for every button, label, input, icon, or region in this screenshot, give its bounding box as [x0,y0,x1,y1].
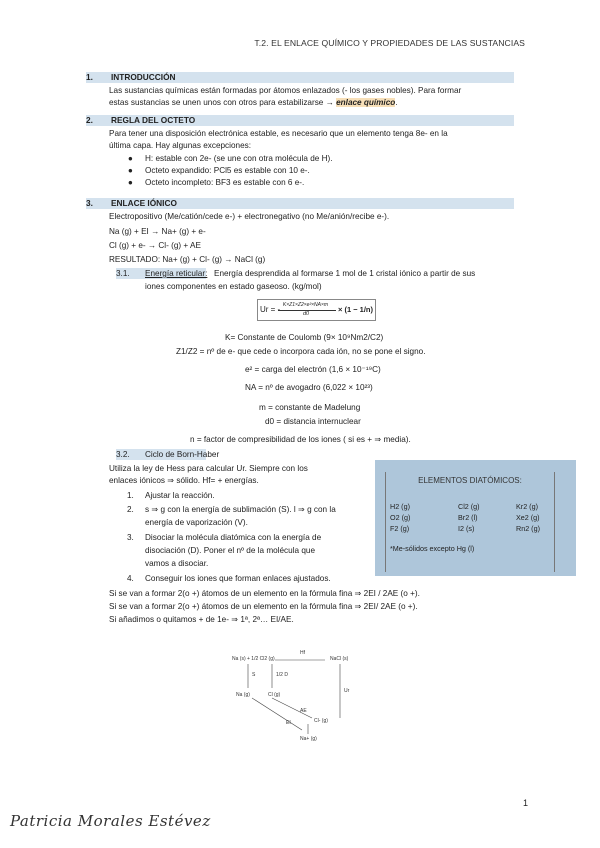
formula-denominator: d0 [303,311,310,317]
intro-text: estas sustancias se unen unos con otros para estabilizarse → [109,98,334,107]
step-number: 1. [127,491,134,500]
step-text: Ajustar la reacción. [145,491,215,500]
def-avogadro: NA = nº de avogadro (6,022 × 10²³) [245,383,373,392]
bullet-icon: ● [128,154,133,163]
diatomic-cell: F2 (g) [390,524,410,533]
subsection-number: 3.2. [116,450,130,459]
section-heading-intro [86,72,514,83]
octeto-bullet: Octeto incompleto: BF3 es estable con 6 e-. [145,178,305,187]
subsection-title: Ciclo de Born-Haber [145,450,220,459]
tail-line: Si se van a formar 2(o +) átomos de un elemento en la fórmula fina ⇒ 2EI/ 2AE (o +). [109,602,418,611]
intro-line-2 [109,97,398,108]
tail-line: Si se van a formar 2(o +) átomos de un elemento en la fórmula fina ⇒ 2EI / 2AE (o +). [109,589,420,598]
ionico-line: Cl (g) + e- → Cl- (g) + AE [109,241,201,250]
diagram-label: NaCl (s) [330,656,349,662]
def-charge: e² = carga del electrón (1,6 × 10⁻¹⁹C) [245,365,381,374]
section-heading-ionico [86,198,514,209]
subsection-text: iones componentes en estado gaseoso. (kg/mol) [145,282,322,291]
section-title: ENLACE IÓNICO [111,198,177,208]
step-text: disociación (D). Poner el nº de la molécula que [145,546,316,555]
octeto-bullet: H: estable con 2e- (se une con otra molécula de H). [145,154,333,163]
def-z: Z1/Z2 = nº de e- que cede o incorpora cada ión, no se pone el signo. [176,347,426,356]
step-text: Disociar la molécula diatómica con la energía de [145,533,322,542]
subsection-title: Energía reticular: [145,269,208,278]
subsection-number: 3.1. [116,269,130,278]
page-header: T.2. EL ENLACE QUÍMICO Y PROPIEDADES DE LAS SUSTANCIAS [254,38,525,48]
step-text: Conseguir los iones que forman enlaces ajustados. [145,574,331,583]
diagram-label: Hf [300,650,305,656]
diagram-label: AE [300,708,307,714]
def-coulomb: K= Constante de Coulomb (9× 10⁹Nm2/C2) [225,333,384,342]
intro-line-1: Las sustancias químicas están formadas por átomos enlazados (- los gases nobles). Para formar [109,86,462,95]
diatomic-note: *Me-sólidos excepto Hg (l) [390,544,475,553]
diatomic-cell: Br2 (l) [458,513,478,522]
diagram-label: Na+ (g) [300,736,317,742]
ionico-line: Electropositivo (Me/catión/cede e-) + electronegativo (no Me/anión/recibe e-). [109,212,390,221]
def-distance: d0 = distancia internuclear [265,417,361,426]
step-text: s ⇒ g con la energía de sublimación (S). l ⇒ g con la [145,505,336,514]
ionico-line: Na (g) + EI → Na+ (g) + e- [109,227,206,236]
diatomic-elements-box [375,460,576,576]
section-number: 1. [86,72,93,82]
diatomic-cell: Rn2 (g) [516,524,540,533]
hess-line-2: enlaces iónicos ⇒ sólido. Hf= + energías. [109,476,259,485]
diagram-label: Cl (g) [268,692,281,698]
bullet-icon: ● [128,166,133,175]
step-text: energía de vaporización (V). [145,518,248,527]
diatomic-cell: Xe2 (g) [516,513,540,522]
step-number: 2. [127,505,134,514]
diagram-label: Cl- (g) [314,718,328,724]
diagram-label: Ur [344,688,350,694]
highlight-enlace-quimico: enlace químico [336,98,396,107]
def-madelung: m = constante de Madelung [259,403,361,412]
born-haber-arrows [230,648,360,748]
step-number: 3. [127,533,134,542]
formula-numerator: K×Z1×Z2×e²×NA×m [282,302,329,308]
section-title: REGLA DEL OCTETO [111,115,196,125]
diatomic-cell: O2 (g) [390,513,411,522]
subsection-text: Energía desprendida al formarse 1 mol de 1 cristal iónico a partir de sus [214,269,476,278]
section-title: INTRODUCCIÓN [111,72,176,82]
step-text: vamos a disociar. [145,559,209,568]
reticular-energy-formula [257,299,376,321]
bullet-icon: ● [128,178,133,187]
diatomic-cell: H2 (g) [390,502,410,511]
def-compresibility: n = factor de compresibilidad de los iones ( si es + ⇒ media). [190,435,411,444]
hess-line-1: Utiliza la ley de Hess para calcular Ur. Siempre con los [109,464,308,473]
formula-lhs: Ur = - [260,305,281,314]
diagram-label: EI [286,720,291,726]
diatomic-cell: Cl2 (g) [458,502,480,511]
diatomic-cell: Kr2 (g) [516,502,538,511]
section-number: 3. [86,198,93,208]
section-number: 2. [86,115,93,125]
born-haber-diagram [230,648,360,748]
diagram-label: Na (s) + 1/2 Cl2 (g) [232,656,275,662]
octeto-line-1: Para tener una disposición electrónica estable, es necesario que un elemento tenga 8e- en la [109,129,448,138]
octeto-bullet: Octeto expandido: PCl5 es estable con 10 e-. [145,166,310,175]
ionico-result: RESULTADO: Na+ (g) + Cl- (g) → NaCl (g) [109,255,266,264]
diagram-label: S [252,672,256,678]
diagram-label: 1/2 D [276,672,288,678]
section-heading-octeto [86,115,514,126]
tail-line: Si añadimos o quitamos + de 1e- ⇒ 1ª, 2ª… EI/AE. [109,615,294,624]
step-number: 4. [127,574,134,583]
diatomic-title: ELEMENTOS DIATÓMICOS: [418,476,522,485]
diagram-label: Na (g) [236,692,250,698]
formula-rhs: × (1 − 1/n) [338,305,374,314]
page-number: 1 [522,798,528,808]
octeto-line-2: última capa. Hay algunas excepciones: [109,141,251,150]
author-signature: Patricia Morales Estévez [10,812,211,830]
intro-period: . [395,98,398,107]
diatomic-cell: I2 (s) [458,524,475,533]
diatomic-inner [385,472,555,572]
